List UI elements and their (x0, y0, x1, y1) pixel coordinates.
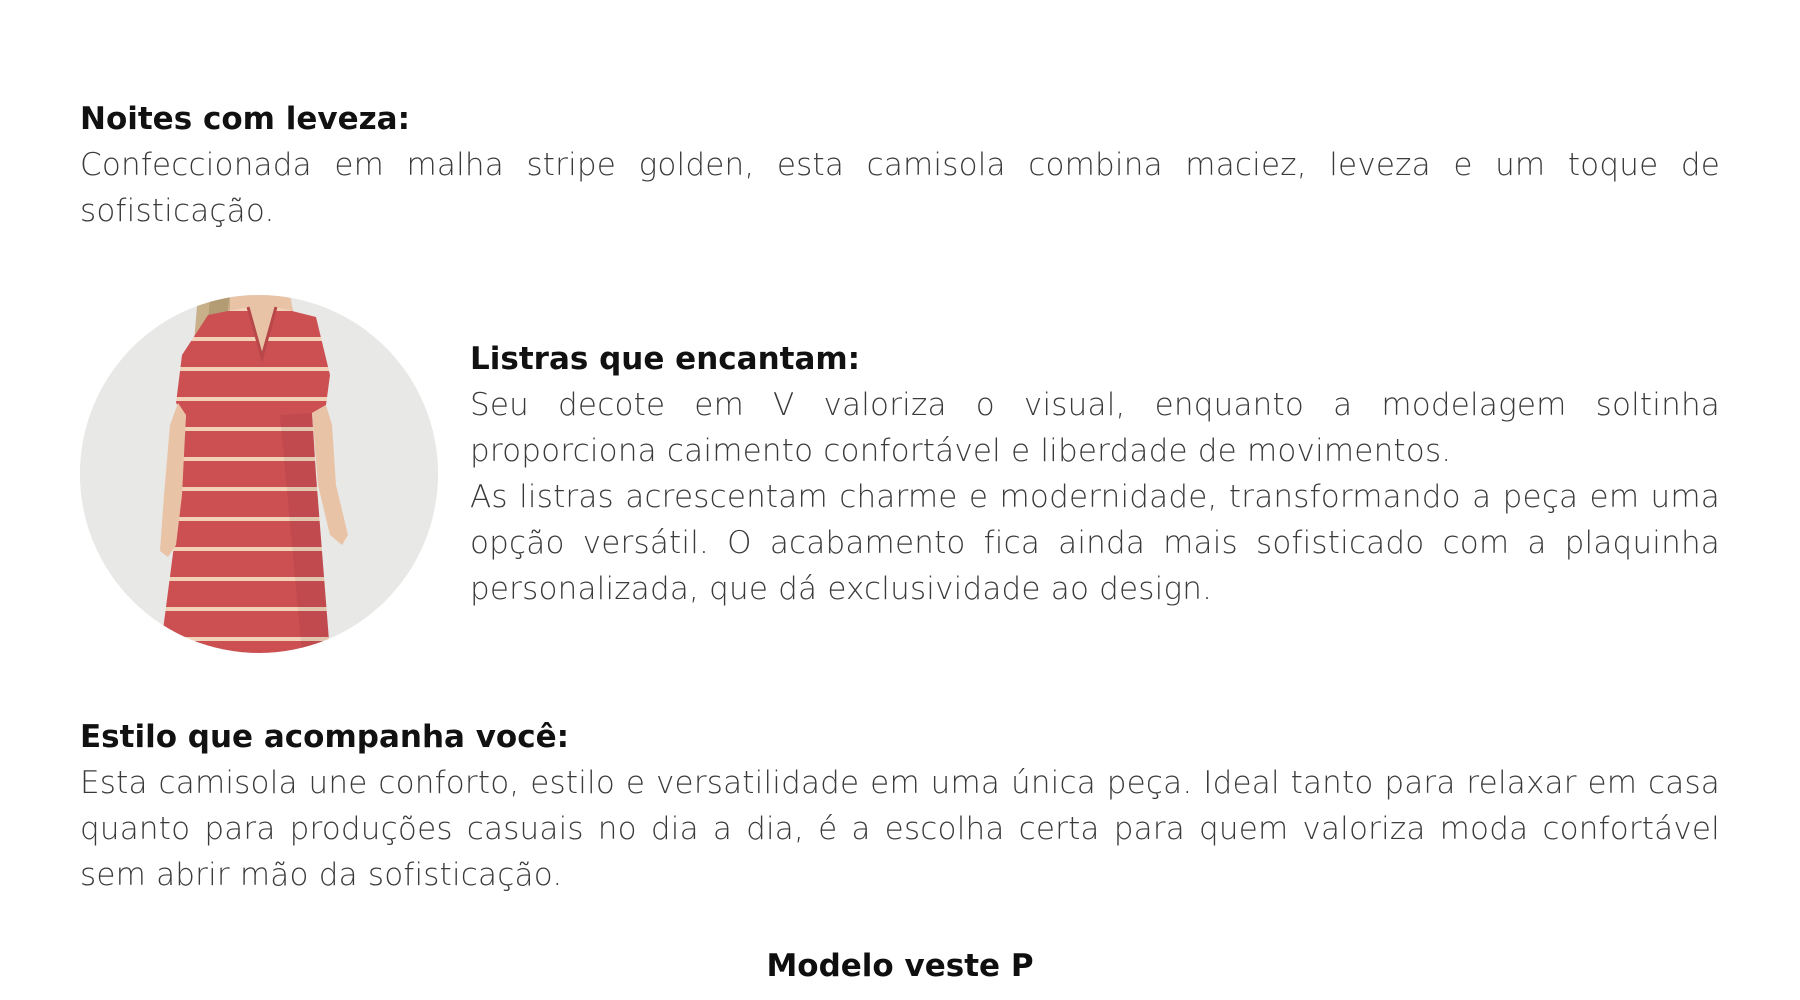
section-heading: Noites com leveza: (80, 101, 410, 137)
section-paragraph: Seu decote em V valoriza o visual, enquanto a modelagem soltinha proporciona caimento confortável e liberdade de movimentos. (470, 387, 1720, 469)
section-paragraph: As listras acrescentam charme e modernidade, transformando a peça em uma opção versátil. O acabamento fica ainda mais sofisticado com a plaquinha personalizada, que dá exclusividade ao design. (470, 479, 1720, 607)
section-noites-com-leveza (80, 96, 1720, 234)
section-heading: Estilo que acompanha você: (80, 719, 570, 755)
model-size-note: Modelo veste P (766, 948, 1034, 984)
section-paragraph: Confeccionada em malha stripe golden, esta camisola combina maciez, leveza e um toque de sofisticação. (80, 147, 1720, 229)
product-photo (80, 295, 438, 653)
section-listras-que-encantam (470, 336, 1720, 612)
section-estilo-que-acompanha-voce (80, 714, 1720, 898)
section-paragraph: Esta camisola une conforto, estilo e versatilidade em uma única peça. Ideal tanto para relaxar em casa quanto para produções casuais no dia a dia, é a escolha certa para quem valoriza moda confortável sem abrir mão da sofisticação. (80, 765, 1720, 893)
section-heading: Listras que encantam: (470, 341, 861, 377)
model-wearing-striped-nightgown-image (80, 295, 438, 653)
